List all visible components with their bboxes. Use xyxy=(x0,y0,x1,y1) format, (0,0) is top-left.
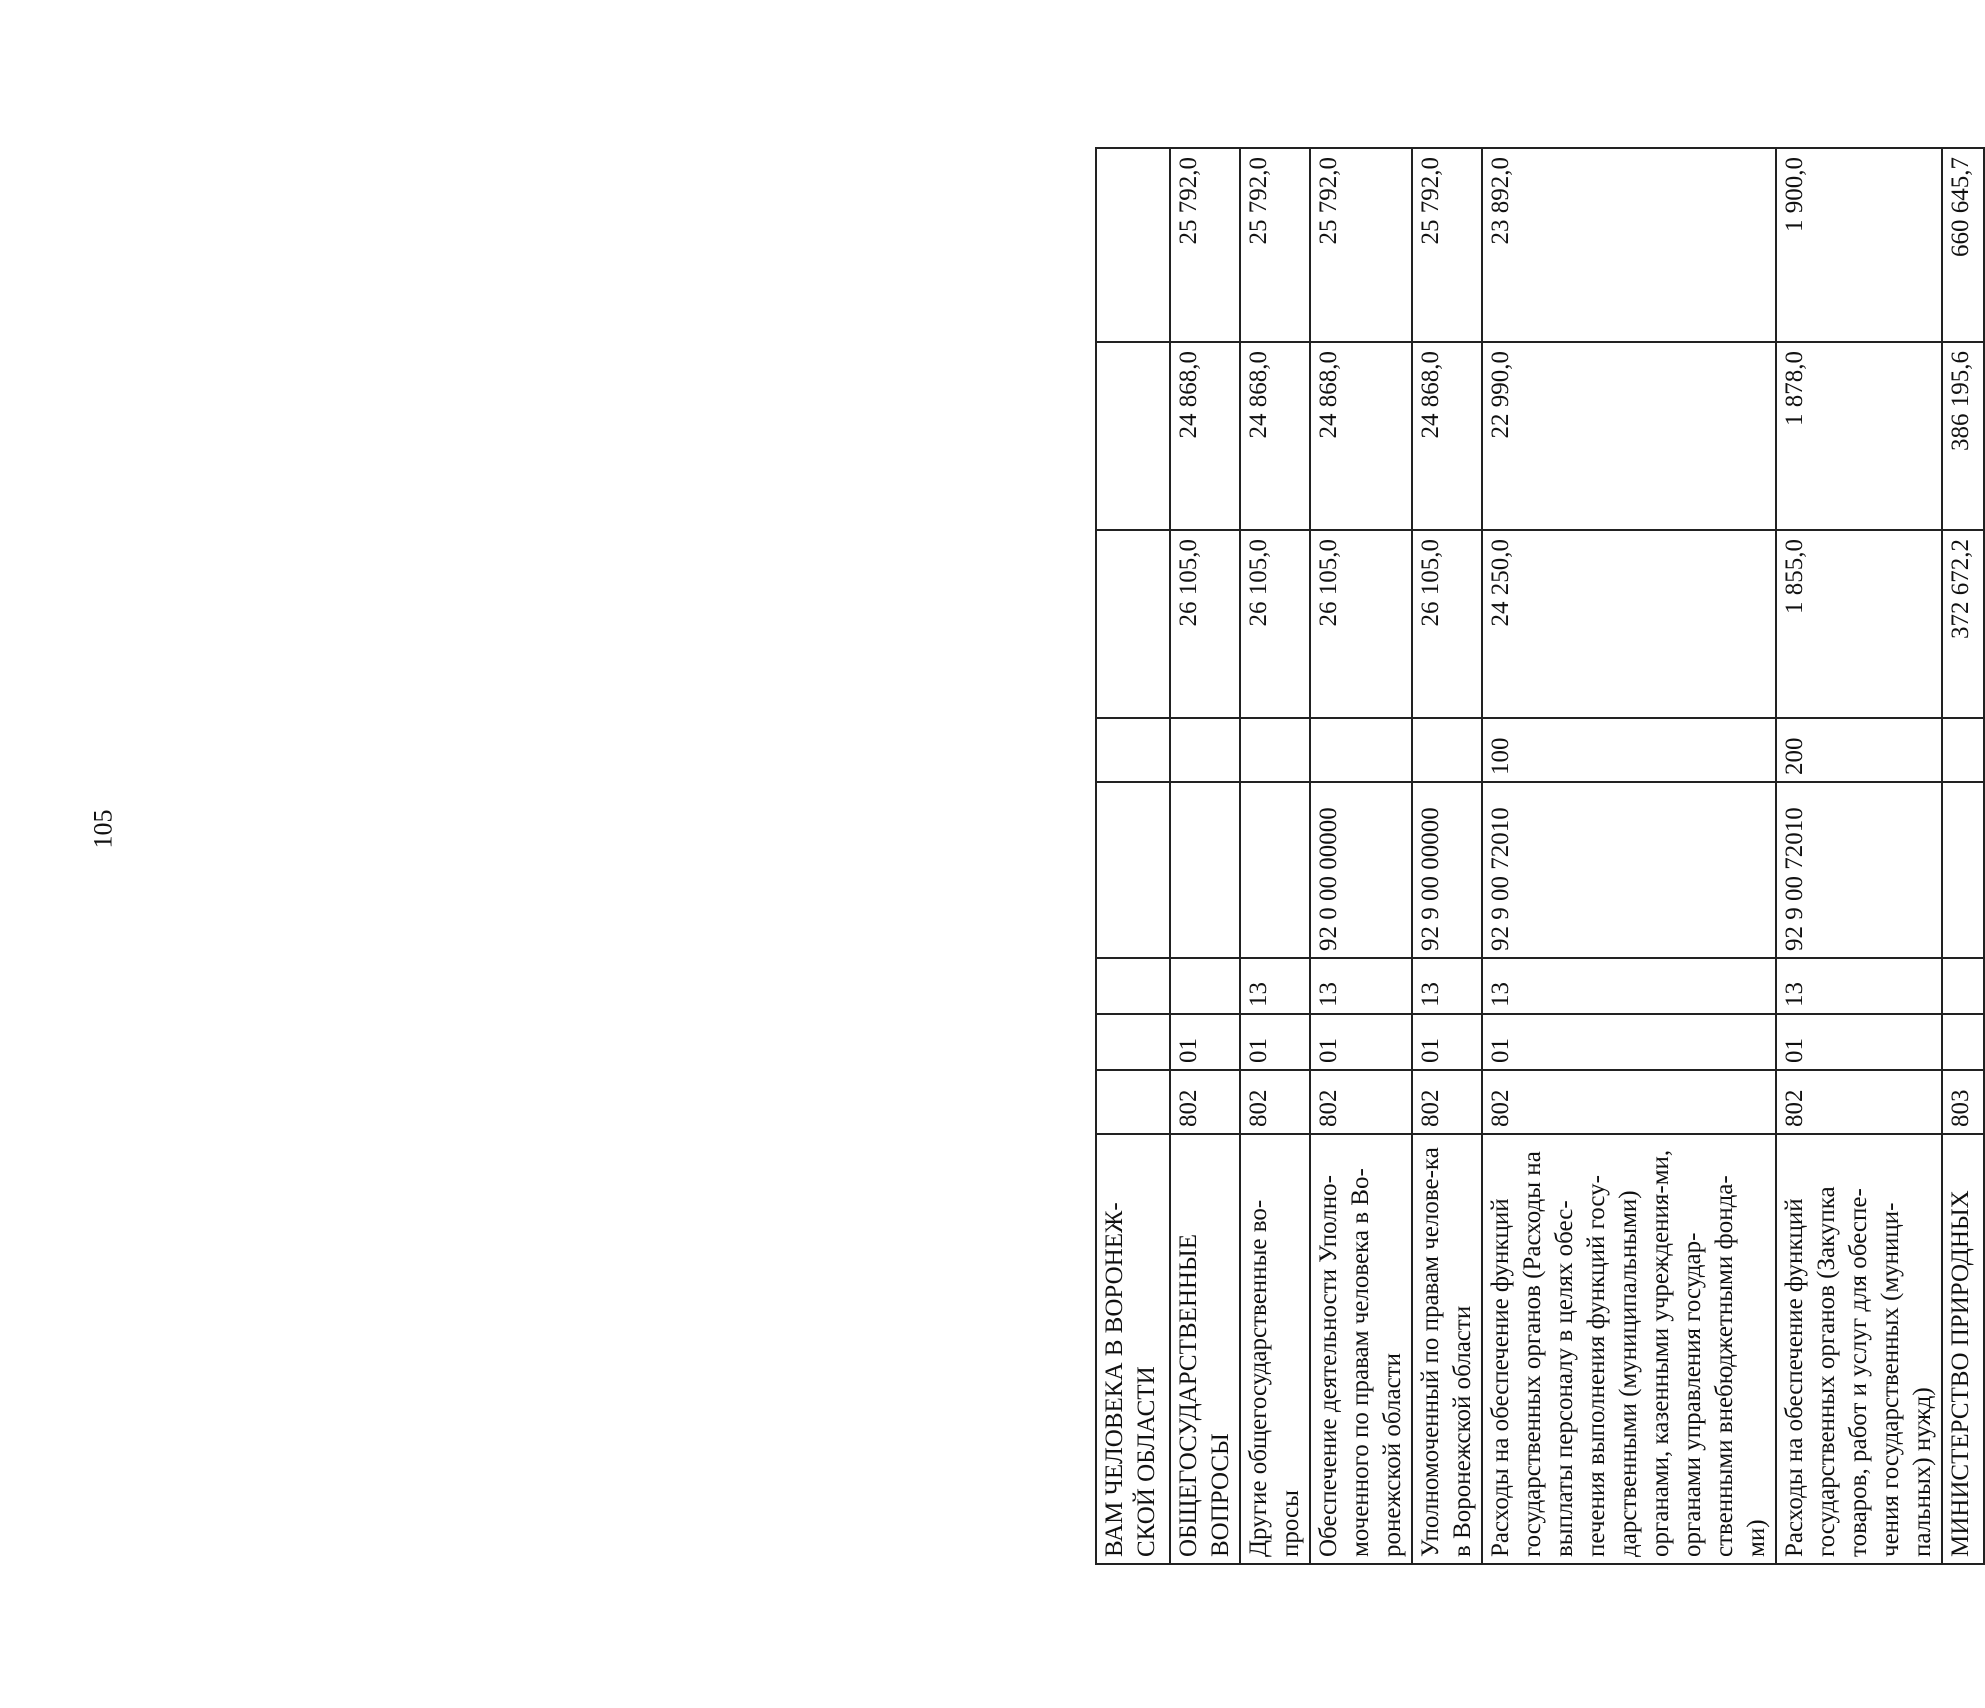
cell-amount-year1: 1 855,0 xyxy=(1776,530,1942,718)
cell-amount-year2 xyxy=(1096,342,1170,530)
cell-vr xyxy=(1412,718,1482,782)
table-row xyxy=(1096,148,1170,1564)
table-row xyxy=(1310,148,1412,1564)
cell-grbs: 802 xyxy=(1412,1070,1482,1134)
cell-pr: 13 xyxy=(1412,958,1482,1014)
table-row xyxy=(1170,148,1240,1564)
cell-csr: 92 9 00 72010 xyxy=(1482,782,1776,958)
rotated-table-wrapper xyxy=(1095,149,1981,1565)
cell-vr xyxy=(1096,718,1170,782)
cell-rz: 01 xyxy=(1240,1014,1310,1070)
table-row xyxy=(1942,148,1984,1564)
cell-pr: 13 xyxy=(1240,958,1310,1014)
cell-vr: 100 xyxy=(1482,718,1776,782)
cell-name: Уполномоченный по правам челове-ка в Воронежской области xyxy=(1412,1134,1482,1564)
cell-grbs: 802 xyxy=(1170,1070,1240,1134)
cell-rz: 01 xyxy=(1482,1014,1776,1070)
cell-amount-year1: 26 105,0 xyxy=(1170,530,1240,718)
cell-vr xyxy=(1310,718,1412,782)
cell-rz: 01 xyxy=(1412,1014,1482,1070)
cell-pr xyxy=(1096,958,1170,1014)
cell-amount-year1: 24 250,0 xyxy=(1482,530,1776,718)
page-number: 105 xyxy=(88,809,118,849)
cell-csr: 92 9 00 00000 xyxy=(1412,782,1482,958)
cell-amount-year3: 23 892,0 xyxy=(1482,148,1776,342)
cell-amount-year3: 25 792,0 xyxy=(1240,148,1310,342)
cell-amount-year1: 26 105,0 xyxy=(1240,530,1310,718)
cell-grbs: 802 xyxy=(1240,1070,1310,1134)
table-row xyxy=(1412,148,1482,1564)
cell-pr: 13 xyxy=(1776,958,1942,1014)
cell-name: ОБЩЕГОСУДАРСТВЕННЫЕ ВОПРОСЫ xyxy=(1170,1134,1240,1564)
cell-csr: 92 0 00 00000 xyxy=(1310,782,1412,958)
cell-amount-year2: 24 868,0 xyxy=(1310,342,1412,530)
cell-amount-year2: 24 868,0 xyxy=(1170,342,1240,530)
cell-amount-year3 xyxy=(1096,148,1170,342)
cell-amount-year3: 25 792,0 xyxy=(1170,148,1240,342)
cell-pr xyxy=(1942,958,1984,1014)
cell-pr: 13 xyxy=(1310,958,1412,1014)
cell-grbs xyxy=(1096,1070,1170,1134)
cell-vr xyxy=(1170,718,1240,782)
cell-amount-year2: 1 878,0 xyxy=(1776,342,1942,530)
cell-grbs: 803 xyxy=(1942,1070,1984,1134)
cell-name: МИНИСТЕРСТВО ПРИРОДНЫХ xyxy=(1942,1134,1984,1564)
cell-amount-year3: 660 645,7 xyxy=(1942,148,1984,342)
cell-amount-year1 xyxy=(1096,530,1170,718)
table-row xyxy=(1482,148,1776,1564)
cell-vr xyxy=(1240,718,1310,782)
cell-rz: 01 xyxy=(1170,1014,1240,1070)
cell-vr: 200 xyxy=(1776,718,1942,782)
cell-csr xyxy=(1096,782,1170,958)
cell-amount-year1: 372 672,2 xyxy=(1942,530,1984,718)
cell-amount-year3: 25 792,0 xyxy=(1310,148,1412,342)
cell-name: Другие общегосударственные во-просы xyxy=(1240,1134,1310,1564)
cell-csr xyxy=(1170,782,1240,958)
cell-pr: 13 xyxy=(1482,958,1776,1014)
cell-rz xyxy=(1096,1014,1170,1070)
table-row xyxy=(1240,148,1310,1564)
table-body xyxy=(1096,148,1984,1564)
cell-amount-year2: 386 195,6 xyxy=(1942,342,1984,530)
cell-name: ВАМ ЧЕЛОВЕКА В ВОРОНЕЖ-СКОЙ ОБЛАСТИ xyxy=(1096,1134,1170,1564)
cell-amount-year3: 1 900,0 xyxy=(1776,148,1942,342)
cell-amount-year2: 24 868,0 xyxy=(1412,342,1482,530)
cell-grbs: 802 xyxy=(1310,1070,1412,1134)
cell-csr: 92 9 00 72010 xyxy=(1776,782,1942,958)
cell-amount-year2: 24 868,0 xyxy=(1240,342,1310,530)
cell-rz: 01 xyxy=(1776,1014,1942,1070)
cell-rz: 01 xyxy=(1310,1014,1412,1070)
cell-rz xyxy=(1942,1014,1984,1070)
table-row xyxy=(1776,148,1942,1564)
budget-table xyxy=(1095,147,1985,1565)
cell-csr xyxy=(1240,782,1310,958)
cell-amount-year1: 26 105,0 xyxy=(1412,530,1482,718)
cell-amount-year2: 22 990,0 xyxy=(1482,342,1776,530)
cell-amount-year3: 25 792,0 xyxy=(1412,148,1482,342)
cell-name: Расходы на обеспечение функций государственных органов (Расходы на выплаты персоналу в целях обес-печения выполнения функций госу-дарственными (муниципальными) органами, казенными учреждения-ми, органами управления государ-ственными внебюджетными фонда-ми) xyxy=(1482,1134,1776,1564)
cell-vr xyxy=(1942,718,1984,782)
cell-grbs: 802 xyxy=(1482,1070,1776,1134)
cell-csr xyxy=(1942,782,1984,958)
cell-grbs: 802 xyxy=(1776,1070,1942,1134)
cell-amount-year1: 26 105,0 xyxy=(1310,530,1412,718)
cell-name: Расходы на обеспечение функций государственных органов (Закупка товаров, работ и услуг для обеспе-чения государственных (муници-пальных) нужд) xyxy=(1776,1134,1942,1564)
cell-pr xyxy=(1170,958,1240,1014)
cell-name: Обеспечение деятельности Уполно-моченного по правам человека в Во-ронежской области xyxy=(1310,1134,1412,1564)
